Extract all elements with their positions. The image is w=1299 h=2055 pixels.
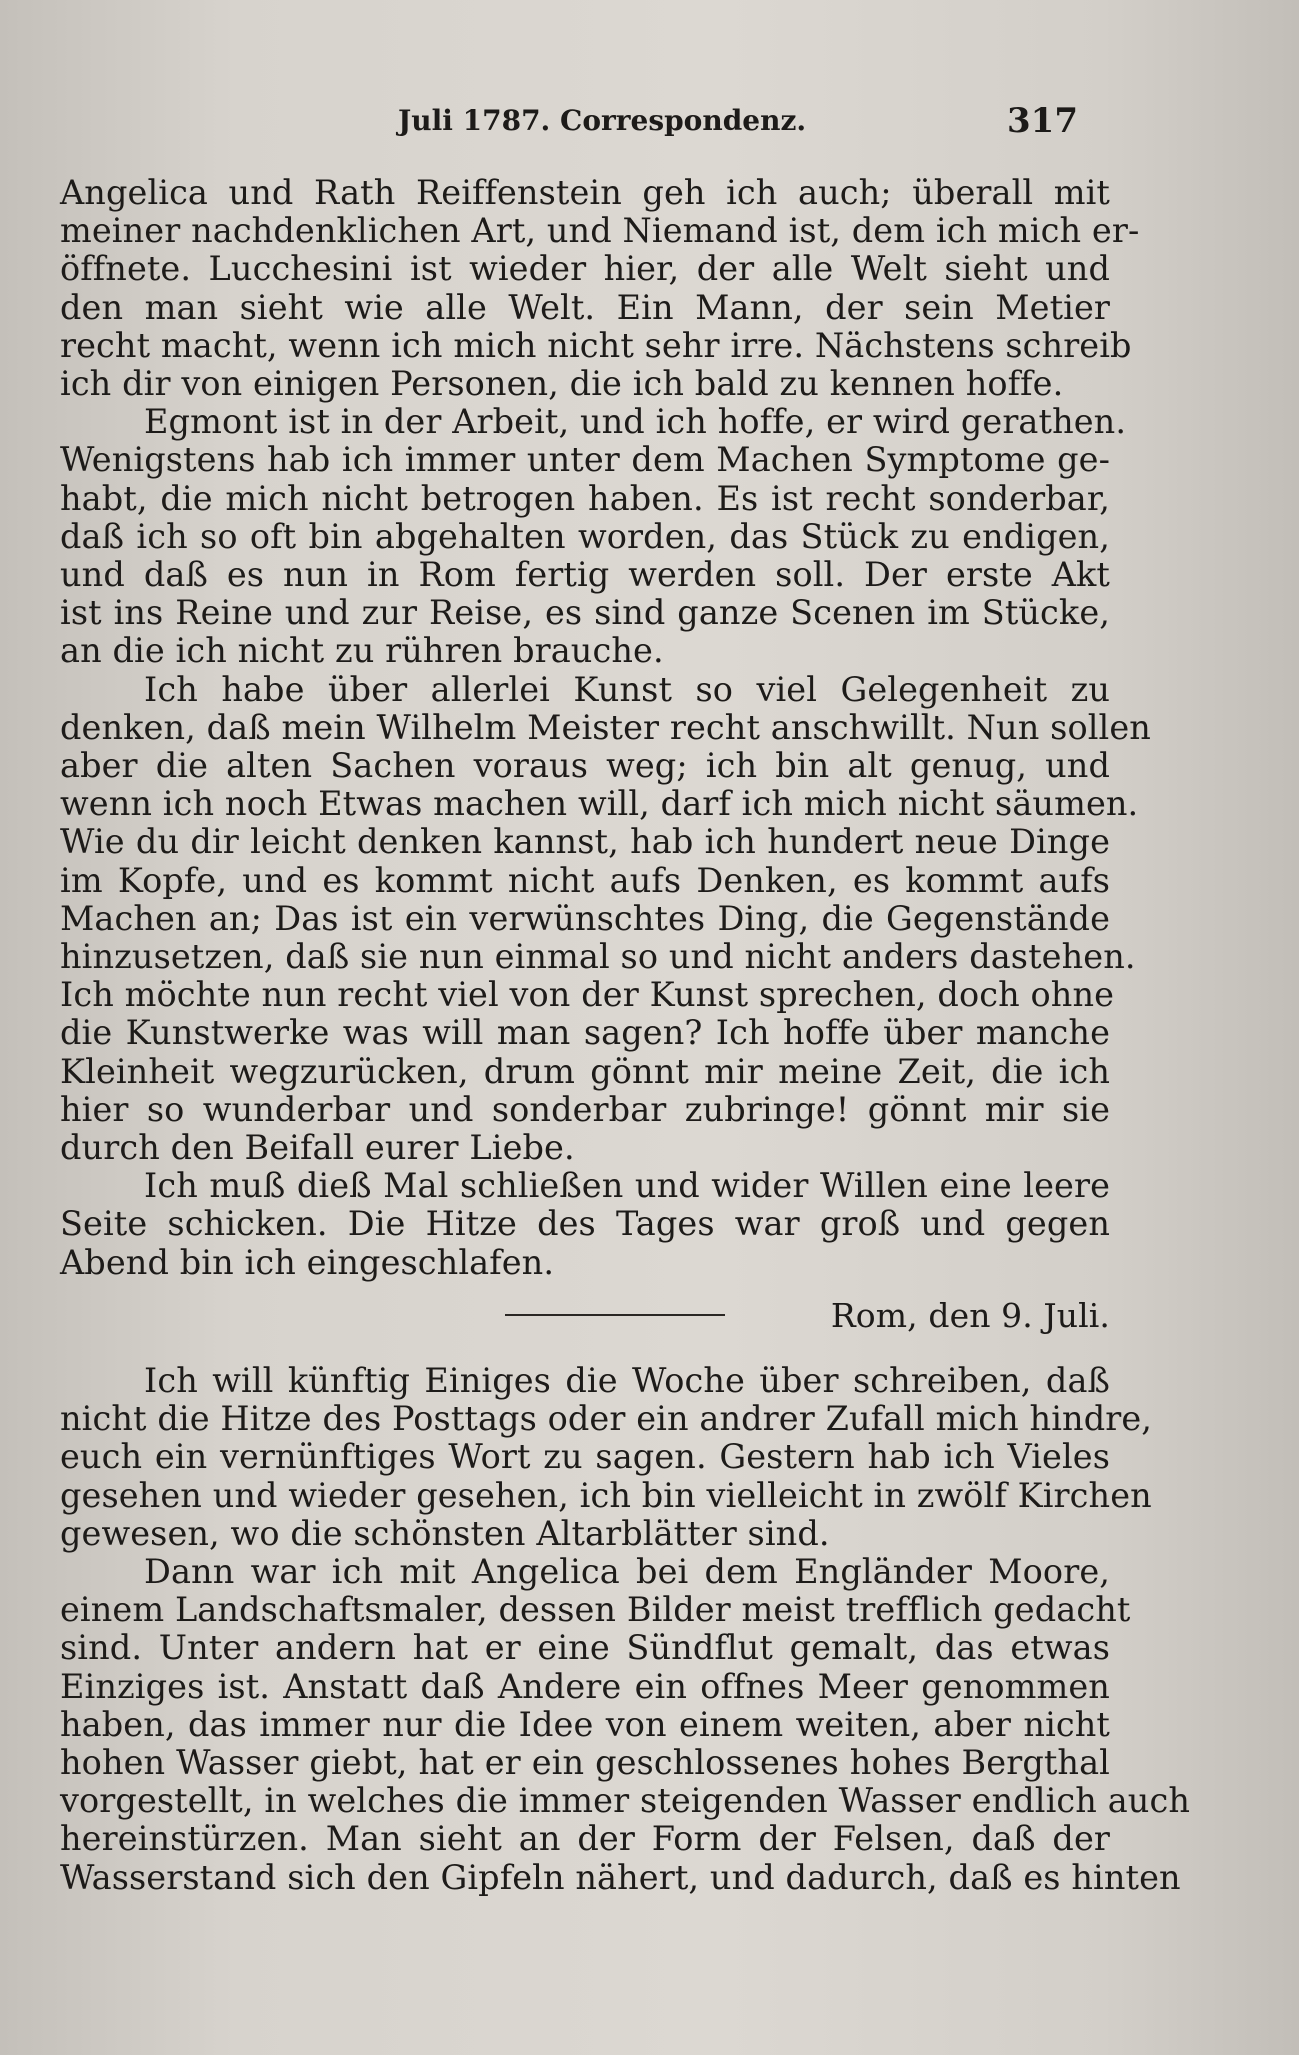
text-line: und daß es nun in Rom fertig werden soll. Der erste Akt [60,555,1110,595]
running-head: Juli 1787. Correspondenz. [398,104,807,137]
text-line: gewesen, wo die schönsten Altarblätter sind. [60,1513,830,1553]
text-line: Kleinheit wegzurücken, drum gönnt mir meine Zeit, die ich [60,1051,1110,1091]
page-number: 317 [1007,101,1078,141]
text-line: Machen an; Das ist ein verwünschtes Ding, die Gegenstände [60,898,1110,938]
text-line: Abend bin ich eingeschlafen. [60,1242,555,1282]
text-line: Seite schicken. Die Hitze des Tages war groß und gegen [60,1204,1110,1244]
text-line: meiner nachdenklichen Art, und Niemand ist, dem ich mich er- [60,211,1140,251]
text-line: hereinstürzen. Man sieht an der Form der Felsen, daß der [60,1819,1110,1859]
text-line: Wenigstens hab ich immer unter dem Machen Symptome ge- [60,440,1110,480]
dateline: Rom, den 9. Juli. [830,1295,1110,1335]
paragraph [60,1551,1191,1897]
text-line: Ich habe über allerlei Kunst so viel Gelegenheit zu [144,669,1110,709]
text-line: im Kopfe, und es kommt nicht aufs Denken, es kommt aufs [60,860,1110,900]
text-line: wenn ich noch Etwas machen will, darf ich mich nicht säumen. [60,784,1139,824]
paragraph [60,402,1127,671]
text-line: sind. Unter andern hat er eine Sündflut gemalt, das etwas [60,1628,1110,1668]
text-line: ist ins Reine und zur Reise, es sind ganze Scenen im Stücke, [60,593,1110,633]
text-line: aber die alten Sachen voraus weg; ich bin alt genug, und [60,746,1110,786]
text-line: an die ich nicht zu rühren brauche. [60,631,664,671]
text-line: hier so wunderbar und sonderbar zubringe! gönnt mir sie [60,1089,1110,1129]
section-divider [60,1290,1110,1348]
text-line: Ich will künftig Einiges die Woche über schreiben, daß [144,1360,1110,1400]
letter-section-bottom [60,1360,1191,1897]
text-line: gesehen und wieder gesehen, ich bin vielleicht in zwölf Kirchen [60,1475,1152,1515]
text-line: durch den Beifall eurer Liebe. [60,1128,575,1168]
text-line: haben, das immer nur die Idee von einem weiten, aber nicht [60,1704,1110,1744]
paragraph [60,1167,1110,1282]
paragraph [60,173,1140,404]
text-line: recht macht, wenn ich mich nicht sehr irre. Nächstens schreib [60,325,1132,365]
text-line: Ich möchte nun recht viel von der Kunst sprechen, doch ohne [60,975,1115,1015]
text-line: hohen Wasser giebt, hat er ein geschlossenes hohes Bergthal [60,1742,1110,1782]
text-line: ich dir von einigen Personen, die ich bald zu kennen hoffe. [60,364,1064,404]
paragraph [60,669,1151,1168]
page-header [60,98,1078,144]
text-line: Wasserstand sich den Gipfeln nähert, und dadurch, daß es hinten [60,1857,1181,1897]
text-line: öffnete. Lucchesini ist wieder hier, der alle Welt sieht und [60,249,1110,289]
body-text [60,173,1191,1897]
text-line: den man sieht wie alle Welt. Ein Mann, der sein Metier [60,287,1110,327]
text-line: denken, daß mein Wilhelm Meister recht anschwillt. Nun sollen [60,707,1151,747]
text-line: nicht die Hitze des Posttags oder ein andrer Zufall mich hindre, [60,1399,1153,1439]
text-line: habt, die mich nicht betrogen haben. Es ist recht sonderbar, [60,478,1110,518]
text-line: Ich muß dieß Mal schließen und wider Willen eine leere [144,1166,1110,1206]
text-line: Wie du dir leicht denken kannst, hab ich hundert neue Dinge [60,822,1110,862]
text-line: die Kunstwerke was will man sagen? Ich hoffe über manche [60,1013,1110,1053]
text-line: euch ein vernünftiges Wort zu sagen. Gestern hab ich Vieles [60,1437,1110,1477]
text-line: Egmont ist in der Arbeit, und ich hoffe, er wird gerathen. [144,402,1127,442]
text-line: daß ich so oft bin abgehalten worden, das Stück zu endigen, [60,516,1110,556]
text-line: Einziges ist. Anstatt daß Andere ein offnes Meer genommen [60,1666,1110,1706]
text-line: vorgestellt, in welches die immer steigenden Wasser endlich auch [60,1781,1191,1821]
paragraph [60,1360,1153,1553]
divider-rule [505,1314,725,1316]
text-line: hinzusetzen, daß sie nun einmal so und nicht anders dastehen. [60,937,1136,977]
letter-section-top [60,173,1151,1282]
text-line: Angelica und Rath Reiffenstein geh ich auch; überall mit [60,173,1110,212]
text-line: einem Landschaftsmaler, dessen Bilder meist trefflich gedacht [60,1590,1131,1630]
text-line: Dann war ich mit Angelica bei dem Engländer Moore, [144,1551,1110,1591]
